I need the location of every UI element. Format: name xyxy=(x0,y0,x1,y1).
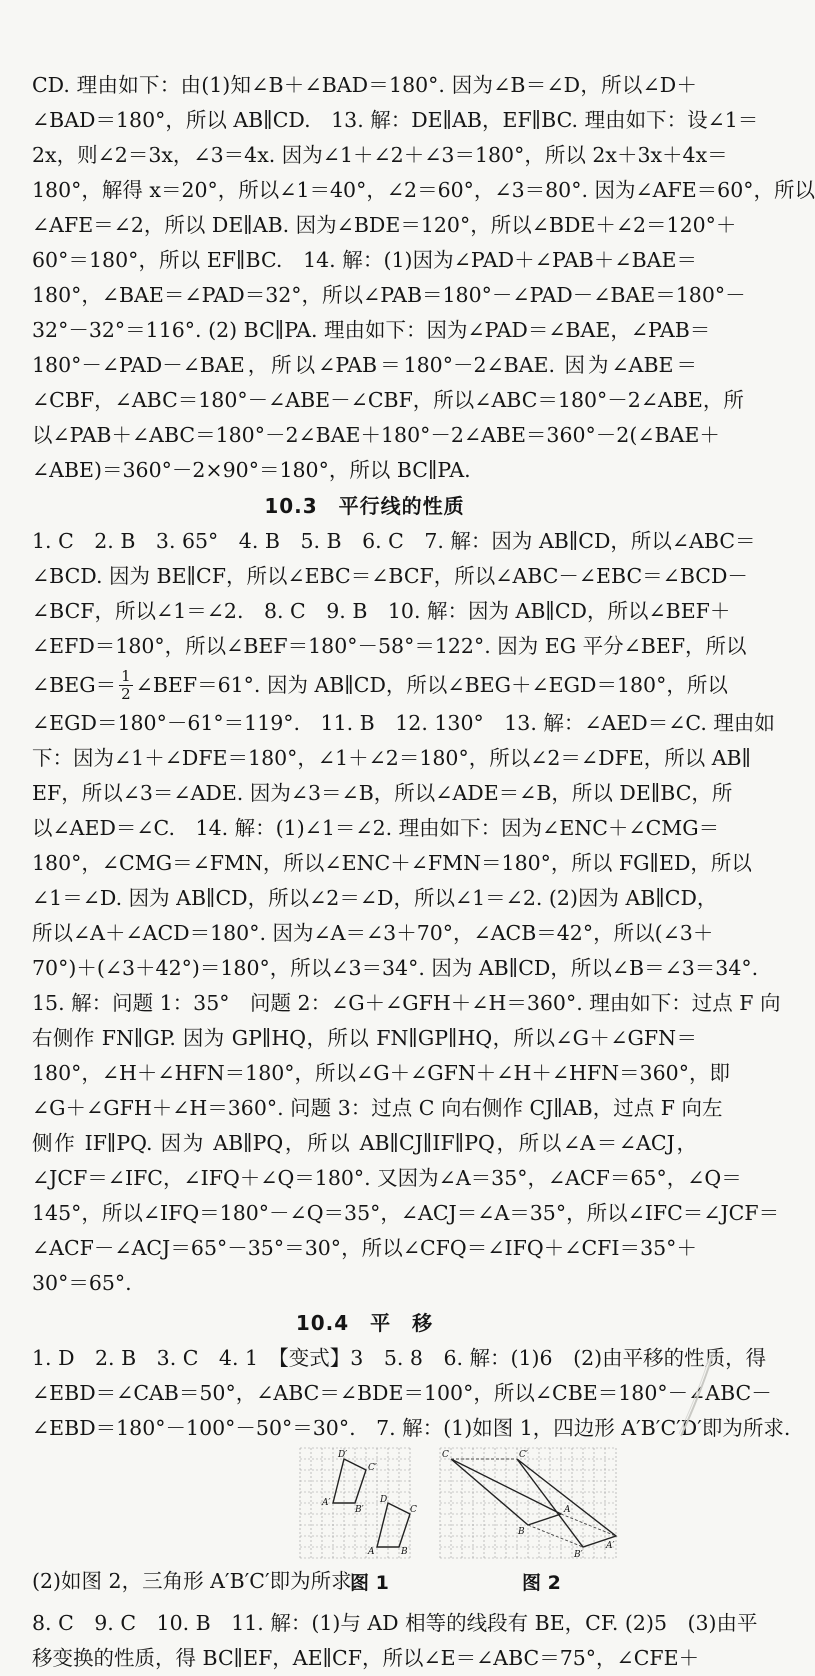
text-line: 180°，∠CMG＝∠FMN，所以∠ENC＋∠FMN＝180°，所以 FG∥ED，所以 xyxy=(32,851,752,875)
text-line: ∠ACF－∠ACJ＝65°－35°＝30°，所以∠CFQ＝∠IFQ＋∠CFI＝35°＋ xyxy=(32,1236,697,1260)
text-line: 移变换的性质，得 BC∥EF，AE∥CF，所以∠E＝∠ABC＝75°，∠CFE＋ xyxy=(32,1646,700,1670)
section-10-4-block xyxy=(32,1341,791,1676)
text-line: 8. C 9. C 10. B 11. 解：(1)与 AD 相等的线段有 BE，CF. (2)5 (3)由平 xyxy=(32,1611,758,1635)
fraction-denominator: 2 xyxy=(121,684,131,703)
text-line: ∠G＋∠GFH＋∠H＝360°. 问题 3：过点 C 向右侧作 CJ∥AB，过点 F 向左 xyxy=(32,1096,723,1120)
text-line: 180°，解得 x＝20°，所以∠1＝40°，∠2＝60°，∠3＝80°. 因为∠AFE＝60°，所以 xyxy=(32,178,815,202)
figure-row xyxy=(32,1446,697,1606)
text-line: ∠BCF，所以∠1＝∠2. 8. C 9. B 10. 解：因为 AB∥CD，所以∠BEF＋ xyxy=(32,599,731,623)
text-line: 下：因为∠1＋∠DFE＝180°，∠1＋∠2＝180°，所以∠2＝∠DFE，所以 AB∥ xyxy=(32,746,752,770)
figure-1-caption: 图 1 xyxy=(350,1572,389,1594)
text-line: 180°－∠PAD－∠BAE，所以∠PAB＝180°－2∠BAE. 因为∠ABE＝ xyxy=(32,353,697,377)
fig2-label: B xyxy=(518,1527,525,1537)
text-line: 32°－32°＝116°. (2) BC∥PA. 理由如下：因为∠PAD＝∠BAE，∠PAB＝ xyxy=(32,318,711,342)
text-line: 60°＝180°，所以 EF∥BC. 14. 解：(1)因为∠PAD＋∠PAB＋∠BAE＝ xyxy=(32,248,697,272)
text-line: 15. 解：问题 1：35° 问题 2：∠G＋∠GFH＋∠H＝360°. 理由如下：过点 F 向 xyxy=(32,991,781,1015)
figure-1-grid xyxy=(300,1448,418,1563)
fraction-half xyxy=(119,668,133,703)
answer-page xyxy=(32,68,815,1676)
fig1-label: B′ xyxy=(355,1505,364,1515)
fig1-label: D′ xyxy=(338,1450,348,1460)
text-line: EF，所以∠3＝∠ADE. 因为∠3＝∠B，所以∠ADE＝∠B，所以 DE∥BC，所 xyxy=(32,781,733,805)
fig2-label: C′ xyxy=(519,1450,528,1460)
section-10-3-block xyxy=(32,524,781,1301)
fig2-label: B′ xyxy=(574,1550,583,1560)
pen-stroke-mark xyxy=(677,1350,717,1440)
text-line: 侧作 IF∥PQ. 因为 AB∥PQ，所以 AB∥CJ∥IF∥PQ，所以∠A＝∠ACJ， xyxy=(32,1131,697,1155)
text-line: 180°，∠H＋∠HFN＝180°，所以∠G＋∠GFN＋∠H＋∠HFN＝360°，即 xyxy=(32,1061,730,1085)
text-line: 1. D 2. B 3. C 4. 1 【变式】3 5. 8 6. 解：(1)6 (2)由平移的性质，得 xyxy=(32,1346,767,1370)
text-line: 2x，则∠2＝3x，∠3＝4x. 因为∠1＋∠2＋∠3＝180°，所以 2x＋3x＋4x＝ xyxy=(32,143,728,167)
text-line: 所以∠A＋∠ACD＝180°. 因为∠A＝∠3＋70°，∠ACB＝42°，所以(∠3＋ xyxy=(32,921,714,945)
section-heading-10-4: 10.4 平 移 xyxy=(295,1311,434,1335)
text-line: ∠BAD＝180°，所以 AB∥CD. 13. 解：DE∥AB，EF∥BC. 理由如下：设∠1＝ xyxy=(32,108,759,132)
fig1-label: A xyxy=(368,1547,375,1557)
fraction-numerator: 1 xyxy=(121,666,131,685)
fig1-label: C xyxy=(410,1505,417,1515)
fig2-label: A xyxy=(564,1505,571,1515)
text-line: 70°)＋(∠3＋42°)＝180°，所以∠3＝34°. 因为 AB∥CD，所以∠B＝∠3＝34°. xyxy=(32,956,759,980)
text-line: ∠CBF，∠ABC＝180°－∠ABE－∠CBF，所以∠ABC＝180°－2∠ABE，所 xyxy=(32,388,744,412)
figure-2-text: (2)如图 2，三角形 A′B′C′即为所求. xyxy=(32,1569,359,1593)
fraction-line xyxy=(32,664,728,706)
text-line: CD. 理由如下：由(1)知∠B＋∠BAD＝180°. 因为∠B＝∠D，所以∠D＋ xyxy=(32,73,697,97)
text-line: ∠EBD＝∠CAB＝50°，∠ABC＝∠BDE＝100°，所以∠CBE＝180°－∠ABC－ xyxy=(32,1381,772,1405)
text-line: 145°，所以∠IFQ＝180°－∠Q＝35°，∠ACJ＝∠A＝35°，所以∠IFC＝∠JCF＝ xyxy=(32,1201,780,1225)
fig1-label: C′ xyxy=(368,1463,377,1473)
text-line: ∠EGD＝180°－61°＝119°. 11. B 12. 130° 13. 解：∠AED＝∠C. 理由如 xyxy=(32,711,775,735)
fraction-suffix: ∠BEF＝61°. 因为 AB∥CD，所以∠BEG＋∠EGD＝180°，所以 xyxy=(135,673,728,697)
text-line: 以∠PAB＋∠ABC＝180°－2∠BAE＋180°－2∠ABE＝360°－2(∠BAE＋ xyxy=(32,423,720,447)
text-line: 以∠AED＝∠C. 14. 解：(1)∠1＝∠2. 理由如下：因为∠ENC＋∠CMG＝ xyxy=(32,816,720,840)
text-line: ∠BCD. 因为 BE∥CF，所以∠EBC＝∠BCF，所以∠ABC－∠EBC＝∠BCD－ xyxy=(32,564,748,588)
figure-2-caption: 图 2 xyxy=(522,1572,561,1594)
text-line: 180°，∠BAE＝∠PAD＝32°，所以∠PAB＝180°－∠PAD－∠BAE＝180°－ xyxy=(32,283,746,307)
text-line: ∠ABE)＝360°－2×90°＝180°，所以 BC∥PA. xyxy=(32,458,471,482)
fraction-prefix: ∠BEG＝ xyxy=(32,673,117,697)
fig2-label: C xyxy=(442,1450,449,1460)
text-line: 1. C 2. B 3. 65° 4. B 5. B 6. C 7. 解：因为 AB∥CD，所以∠ABC＝ xyxy=(32,529,756,553)
text-line: ∠AFE＝∠2，所以 DE∥AB. 因为∠BDE＝120°，所以∠BDE＋∠2＝120°＋ xyxy=(32,213,737,237)
text-line: ∠EBD＝180°－100°－50°＝30°. 7. 解：(1)如图 1，四边形 A′B′C′D′即为所求. xyxy=(32,1416,791,1440)
fig2-label: A′ xyxy=(606,1541,615,1551)
text-line: 右侧作 FN∥GP. 因为 GP∥HQ，所以 FN∥GP∥HQ，所以∠G＋∠GFN＝ xyxy=(32,1026,697,1050)
fig1-label: A′ xyxy=(322,1498,331,1508)
previous-section-block xyxy=(32,68,815,488)
text-line: ∠EFD＝180°，所以∠BEF＝180°－58°＝122°. 因为 EG 平分∠BEF，所以 xyxy=(32,634,747,658)
fig1-label: D xyxy=(380,1495,388,1505)
text-line: ∠1＝∠D. 因为 AB∥CD，所以∠2＝∠D，所以∠1＝∠2. (2)因为 AB∥CD， xyxy=(32,886,718,910)
text-line: 30°＝65°. xyxy=(32,1271,132,1295)
fig1-label: B xyxy=(401,1547,408,1557)
section-heading-10-3: 10.3 平行线的性质 xyxy=(264,494,465,518)
text-line: ∠JCF＝∠IFC，∠IFQ＋∠Q＝180°. 又因为∠A＝35°，∠ACF＝65°，∠Q＝ xyxy=(32,1166,742,1190)
figure-2-grid xyxy=(440,1448,622,1563)
